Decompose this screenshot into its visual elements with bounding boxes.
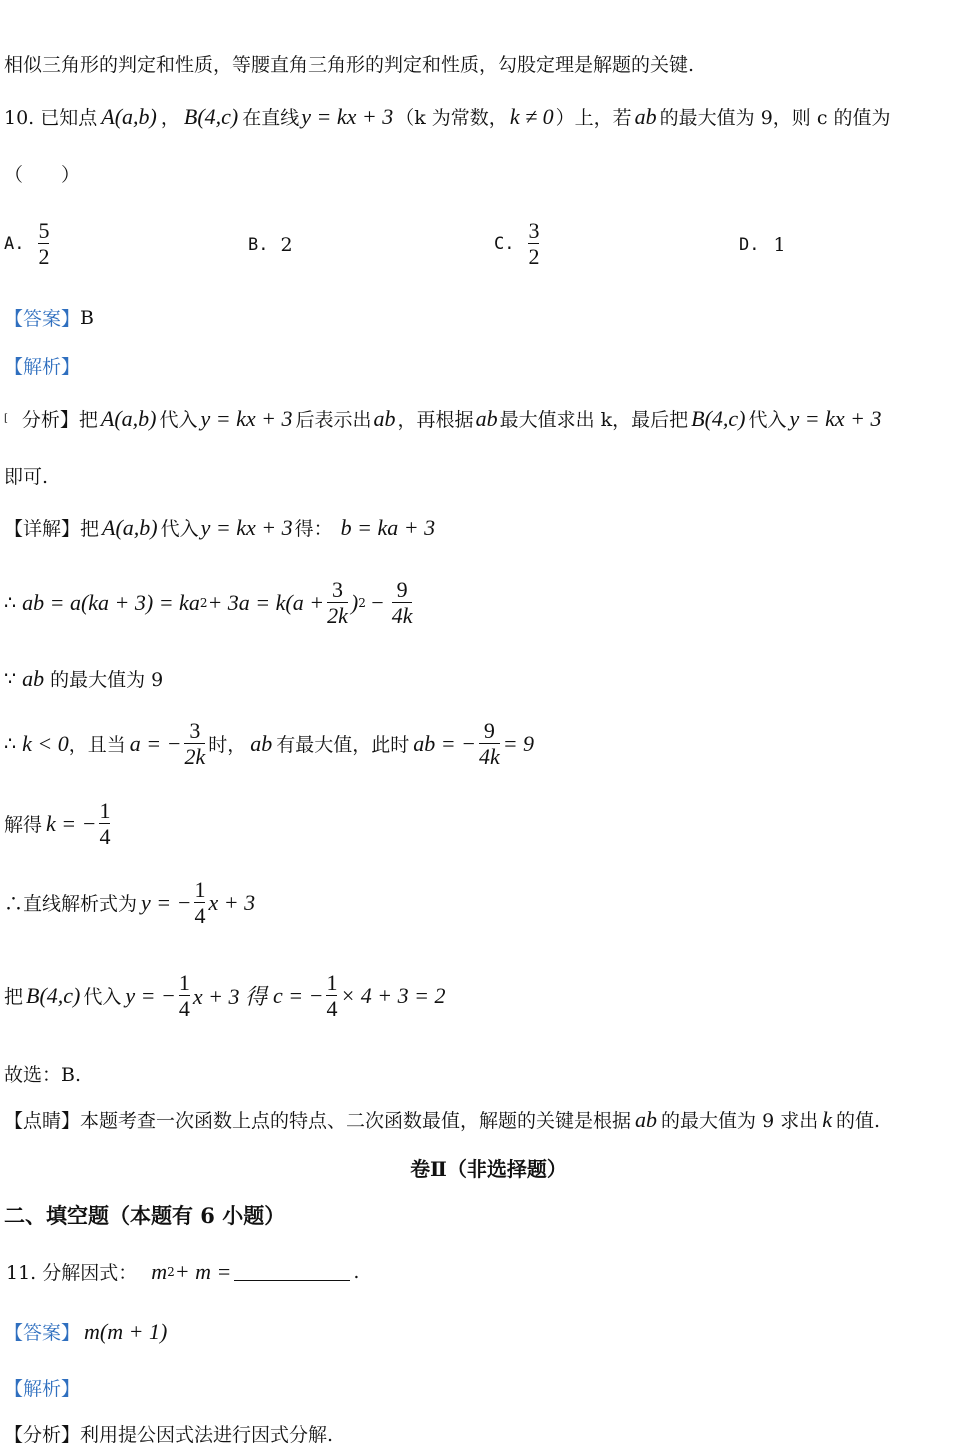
step3-text-b: 时，: [208, 734, 247, 757]
select-line: [4, 1060, 81, 1087]
ab-term: ab: [634, 103, 657, 129]
step5-end: x + 3: [208, 889, 256, 915]
step4-den: 4: [99, 824, 111, 850]
fenxi-text-1: 代入: [159, 409, 198, 431]
fenxi-ab-2: ab: [475, 405, 498, 431]
step3-frac: [184, 718, 205, 770]
step4-num: 1: [99, 798, 111, 823]
step-5: [4, 877, 255, 929]
step2-text: 的最大值为 9: [50, 669, 164, 691]
fenxi-point-b: B(4,c): [691, 405, 746, 431]
because-symbol: ∵: [4, 667, 17, 690]
step3-end: = 9: [502, 730, 535, 756]
q10-paren: [4, 160, 80, 187]
answer-paren: （ ）: [4, 164, 81, 186]
dianjing-k: k: [822, 1106, 832, 1132]
option-a-label: A.: [4, 233, 25, 254]
option-a-num: 5: [38, 218, 50, 243]
option-c-num: 3: [528, 218, 540, 243]
k-negative: k < 0: [22, 730, 69, 756]
step1-frac: [327, 577, 348, 629]
step3-frac2-num: 9: [483, 718, 495, 743]
step-2: [4, 665, 163, 692]
step6-den: 4: [178, 996, 190, 1022]
therefore-symbol-2: ∴: [4, 732, 17, 755]
q11-fenxi-tag: 【分析】: [4, 1424, 81, 1446]
k-nonzero: k ≠ 0: [509, 103, 554, 129]
section-heading-text: 二、填空题（本题有 6 小题）: [4, 1203, 286, 1228]
fenxi-text-2: 后表示出: [295, 409, 372, 431]
step6-num2: 1: [326, 970, 338, 995]
previous-summary: [4, 50, 694, 77]
step3-ab-eq: ab = −: [413, 730, 476, 756]
step5-frac: [194, 877, 205, 929]
q10-answer: [4, 304, 94, 331]
q11-expr: m: [151, 1258, 168, 1284]
section-heading: [4, 1200, 285, 1230]
q10-mid-text: 在直线: [242, 107, 300, 129]
detail-text-2: 得：: [294, 518, 333, 540]
fenxi-text-4: 最大值求出 k，最后把: [499, 409, 689, 431]
q10-number: 10. 已知点: [4, 107, 98, 129]
q10-condition: （k 为常数，: [395, 107, 508, 129]
fenxi-ab: ab: [373, 405, 396, 431]
fenxi-tag: 分析】把: [21, 409, 98, 431]
q11-number: 11. 分解因式：: [6, 1262, 138, 1284]
question-10-stem: 10. 已知点 A(a,b) ， B(4,c) 在直线 y = kx + 3 （k 为常数， k ≠ 0 ）上，若 ab 的最大值为 9，则 c 的值为: [4, 103, 891, 129]
dianjing-text: 本题考查一次函数上点的特点、二次函数最值，解题的关键是根据: [80, 1110, 632, 1132]
step3-text-c: 有最大值，此时: [276, 734, 410, 757]
step6-frac2: [326, 970, 337, 1022]
option-c: [494, 218, 542, 270]
step-1: ∴ ab = a(ka + 3) = ka 2 + 3a = k(a + $\frac{3}{2k}$ ) 2 − $\frac{9}{4k}$: [4, 577, 413, 629]
step2-ab: ab: [22, 665, 45, 691]
q10-analysis: [4, 352, 80, 379]
option-c-fraction: [528, 218, 539, 270]
step4-frac: [99, 798, 110, 850]
step1-frac-den: 2k: [327, 603, 348, 629]
fenxi-line-eq-2: y = kx + 3: [789, 405, 882, 431]
point-b: B(4,c): [183, 103, 239, 129]
fenxi-text-5: 代入: [748, 409, 787, 431]
step3-frac-num: 3: [189, 718, 201, 743]
answer-value: B: [80, 306, 94, 329]
step6-eq: y = −: [125, 982, 176, 1008]
answer-tag: 【答案】: [4, 308, 81, 330]
option-d-label: D.: [739, 235, 760, 255]
step3-frac2-den: 4k: [478, 744, 500, 770]
step5-text: ∴直线解析式为: [4, 893, 138, 916]
summary-text: 相似三角形的判定和性质，等腰直角三角形的判定和性质，勾股定理是解题的关键.: [4, 54, 695, 76]
step3-text-a: ，且当: [68, 734, 126, 757]
step3-ab: ab: [250, 730, 273, 756]
detail-text-1: 代入: [160, 518, 199, 540]
step4-eq: k = −: [46, 810, 97, 836]
step1-frac2-den: 4k: [391, 603, 413, 629]
step6-c-eq: c = −: [272, 982, 324, 1008]
step6-point-b: B(4,c): [26, 982, 81, 1008]
question-11-stem: 11. 分解因式： m 2 + m = .: [6, 1258, 360, 1284]
option-b: [248, 234, 293, 256]
step6-frac: [179, 970, 190, 1022]
detail-b-eq: b = ka + 3: [340, 514, 436, 540]
option-a: [4, 218, 52, 270]
detail-line-eq: y = kx + 3: [200, 514, 293, 540]
q10-tail2: 的最大值为 9，则 c 的值为: [659, 107, 891, 129]
q11-expr2: + m =: [174, 1258, 232, 1284]
option-a-den: 2: [38, 244, 50, 270]
q10-fenxi: [ 分析】把 A(a,b) 代入 y = kx + 3 后表示出 ab ，再根据 ab 最大值求出 k，最后把 B(4,c) 代入 y = kx + 3: [4, 405, 882, 431]
fenxi-line-eq: y = kx + 3: [200, 405, 293, 431]
q11-period: .: [353, 1260, 360, 1283]
q11-answer-value: m(m + 1): [84, 1318, 168, 1344]
detail-tag: 【详解】把: [4, 518, 100, 540]
step5-num: 1: [194, 877, 206, 902]
option-c-label: C.: [494, 233, 515, 254]
q11-fenxi-text: 利用提公因式法进行因式分解.: [80, 1424, 334, 1446]
dianjing-line: [4, 1106, 880, 1133]
fenxi-point-a: A(a,b): [100, 405, 157, 431]
step6-text-b: 代入: [83, 986, 122, 1009]
dianjing-end: 的最大值为 9 求出: [661, 1110, 819, 1132]
q11-analysis-tag: 【解析】: [4, 1378, 81, 1400]
analysis-tag: 【解析】: [4, 356, 81, 378]
q11-answer: [4, 1318, 167, 1345]
step3-frac2: [479, 718, 500, 770]
option-c-den: 2: [528, 244, 540, 270]
q11-fenxi: [4, 1420, 333, 1447]
detail-point-a: A(a,b): [102, 514, 158, 540]
step-6: [4, 970, 446, 1022]
fenxi-end-text: 即可.: [4, 466, 49, 488]
step1-expr: ab = a(ka + 3) = ka: [22, 589, 200, 615]
step3-frac-den: 2k: [184, 744, 206, 770]
point-a: A(a,b): [101, 103, 157, 129]
answer-blank[interactable]: [234, 1262, 350, 1281]
step5-eq: y = −: [141, 889, 192, 915]
line-equation: y = kx + 3: [301, 103, 394, 129]
step6-end: × 4 + 3 = 2: [340, 982, 446, 1008]
q10-tail: ）上，若: [555, 107, 632, 129]
option-d: [739, 234, 786, 256]
step-4: [4, 798, 113, 850]
option-b-label: B.: [248, 235, 269, 255]
step6-num: 1: [178, 970, 190, 995]
step1-frac2-num: 9: [396, 577, 408, 602]
dianjing-ab: ab: [635, 1106, 658, 1132]
dianjing-tag: 【点睛】: [4, 1110, 81, 1132]
fenxi-end: [4, 462, 48, 489]
step1-frac-num: 3: [331, 577, 343, 602]
therefore-symbol: ∴: [4, 591, 17, 614]
option-a-fraction: [38, 218, 49, 270]
detail-line: [4, 514, 435, 541]
step3-a-eq: a = −: [129, 730, 182, 756]
option-d-value: 1: [773, 234, 786, 256]
fenxi-text-3: ，再根据: [397, 409, 474, 431]
step5-den: 4: [194, 903, 206, 929]
step-3: [4, 718, 534, 770]
dianjing-period: 的值.: [835, 1110, 881, 1132]
step4-text: 解得: [4, 814, 43, 837]
step6-den2: 4: [326, 996, 338, 1022]
q11-analysis: [4, 1374, 80, 1401]
step6-mid: x + 3 得: [192, 984, 267, 1010]
select-text: 故选：B.: [4, 1064, 82, 1086]
volume-title: 卷Ⅱ（非选择题）: [410, 1157, 567, 1181]
step6-text: 把: [4, 986, 24, 1009]
option-b-value: 2: [280, 234, 293, 256]
step1-expr-b: + 3a = k(a +: [207, 589, 325, 615]
step1-frac2: [392, 577, 413, 629]
q11-answer-tag: 【答案】: [4, 1322, 81, 1344]
